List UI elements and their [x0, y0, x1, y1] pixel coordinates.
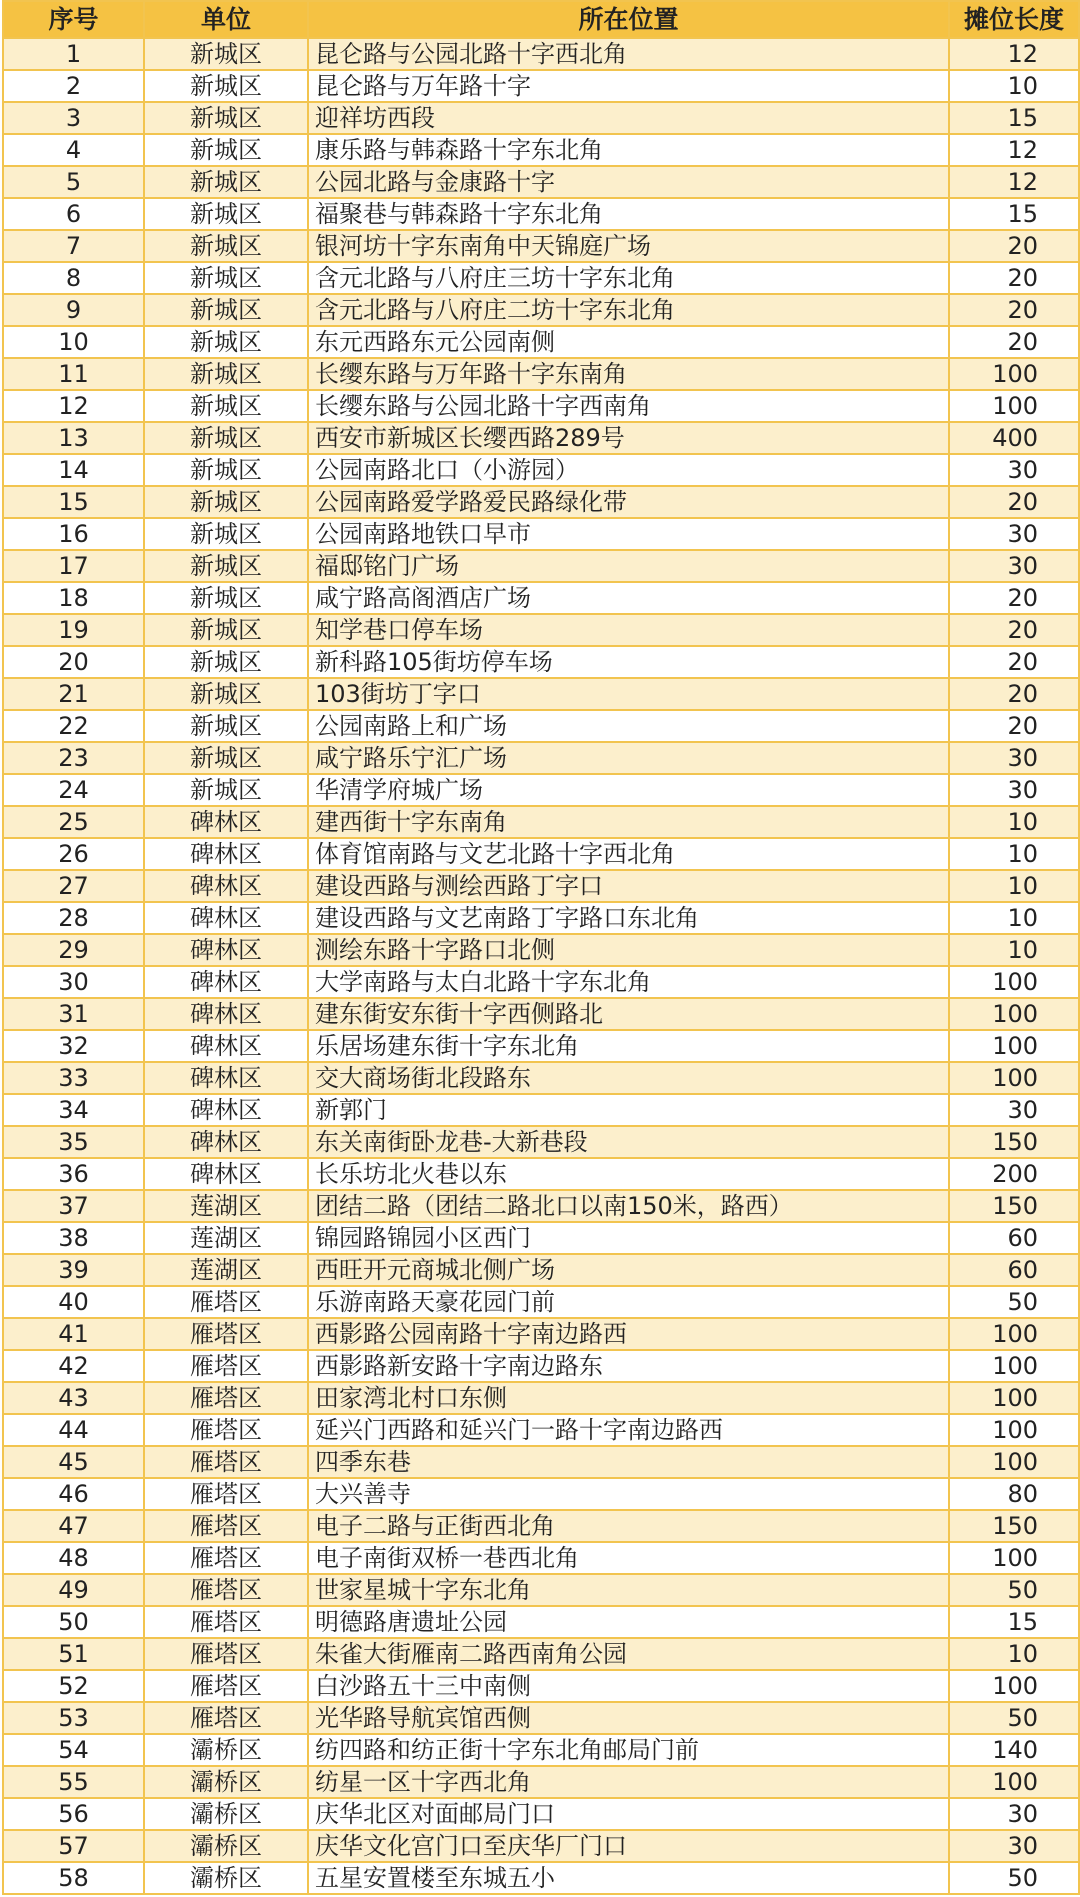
- cell-location: 新科路105街坊停车场: [308, 646, 949, 678]
- cell-unit: 新城区: [144, 166, 308, 198]
- cell-index: 11: [3, 358, 144, 390]
- cell-location: 公园南路爱学路爱民路绿化带: [308, 486, 949, 518]
- cell-length: 20: [949, 710, 1079, 742]
- cell-unit: 雁塔区: [144, 1670, 308, 1702]
- cell-length: 100: [949, 358, 1079, 390]
- cell-length: 100: [949, 1670, 1079, 1702]
- cell-location: 康乐路与韩森路十字东北角: [308, 134, 949, 166]
- cell-unit: 新城区: [144, 646, 308, 678]
- cell-unit: 碑林区: [144, 838, 308, 870]
- cell-unit: 新城区: [144, 454, 308, 486]
- cell-unit: 灞桥区: [144, 1798, 308, 1830]
- cell-index: 6: [3, 198, 144, 230]
- cell-unit: 碑林区: [144, 806, 308, 838]
- cell-location: 大兴善寺: [308, 1478, 949, 1510]
- cell-location: 福聚巷与韩森路十字东北角: [308, 198, 949, 230]
- cell-location: 团结二路（团结二路北口以南150米，路西）: [308, 1190, 949, 1222]
- table-row: [3, 678, 1079, 710]
- cell-unit: 莲湖区: [144, 1254, 308, 1286]
- cell-length: 10: [949, 1638, 1079, 1670]
- table-row: [3, 1478, 1079, 1510]
- cell-location: 西影路新安路十字南边路东: [308, 1350, 949, 1382]
- cell-length: 100: [949, 1350, 1079, 1382]
- cell-unit: 新城区: [144, 550, 308, 582]
- cell-location: 建东街安东街十字西侧路北: [308, 998, 949, 1030]
- table-row: [3, 1574, 1079, 1606]
- cell-index: 22: [3, 710, 144, 742]
- cell-location: 公园南路北口（小游园）: [308, 454, 949, 486]
- cell-location: 咸宁路高阁酒店广场: [308, 582, 949, 614]
- cell-unit: 新城区: [144, 518, 308, 550]
- cell-unit: 新城区: [144, 198, 308, 230]
- cell-index: 38: [3, 1222, 144, 1254]
- table-row: [3, 966, 1079, 998]
- cell-index: 52: [3, 1670, 144, 1702]
- cell-length: 150: [949, 1510, 1079, 1542]
- cell-index: 21: [3, 678, 144, 710]
- cell-index: 42: [3, 1350, 144, 1382]
- table-row: [3, 1542, 1079, 1574]
- table-row: [3, 1606, 1079, 1638]
- cell-unit: 新城区: [144, 38, 308, 70]
- cell-unit: 新城区: [144, 710, 308, 742]
- table-row: [3, 134, 1079, 166]
- cell-index: 36: [3, 1158, 144, 1190]
- table-row: [3, 582, 1079, 614]
- cell-index: 16: [3, 518, 144, 550]
- cell-unit: 新城区: [144, 614, 308, 646]
- cell-location: 朱雀大街雁南二路西南角公园: [308, 1638, 949, 1670]
- cell-location: 建西街十字东南角: [308, 806, 949, 838]
- cell-unit: 莲湖区: [144, 1222, 308, 1254]
- cell-unit: 新城区: [144, 742, 308, 774]
- cell-index: 17: [3, 550, 144, 582]
- table-row: [3, 1094, 1079, 1126]
- cell-location: 长缨东路与公园北路十字西南角: [308, 390, 949, 422]
- cell-location: 大学南路与太白北路十字东北角: [308, 966, 949, 998]
- cell-index: 1: [3, 38, 144, 70]
- cell-length: 20: [949, 582, 1079, 614]
- cell-index: 40: [3, 1286, 144, 1318]
- cell-length: 30: [949, 550, 1079, 582]
- cell-length: 50: [949, 1286, 1079, 1318]
- cell-location: 昆仑路与万年路十字: [308, 70, 949, 102]
- cell-length: 100: [949, 1030, 1079, 1062]
- cell-index: 25: [3, 806, 144, 838]
- cell-location: 电子二路与正街西北角: [308, 1510, 949, 1542]
- cell-length: 30: [949, 774, 1079, 806]
- table-row: [3, 934, 1079, 966]
- header-location: 所在位置: [308, 1, 949, 38]
- cell-unit: 灞桥区: [144, 1862, 308, 1894]
- table-row: [3, 1446, 1079, 1478]
- table-row: [3, 806, 1079, 838]
- cell-index: 14: [3, 454, 144, 486]
- cell-index: 50: [3, 1606, 144, 1638]
- table-row: [3, 1798, 1079, 1830]
- table-row: [3, 198, 1079, 230]
- cell-location: 103街坊丁字口: [308, 678, 949, 710]
- stall-location-table: [2, 0, 1080, 1895]
- cell-index: 49: [3, 1574, 144, 1606]
- table-row: [3, 230, 1079, 262]
- cell-index: 12: [3, 390, 144, 422]
- cell-index: 56: [3, 1798, 144, 1830]
- cell-unit: 碑林区: [144, 870, 308, 902]
- cell-length: 150: [949, 1190, 1079, 1222]
- table-row: [3, 422, 1079, 454]
- table-row: [3, 1190, 1079, 1222]
- cell-length: 15: [949, 198, 1079, 230]
- cell-length: 30: [949, 454, 1079, 486]
- cell-length: 50: [949, 1574, 1079, 1606]
- cell-location: 东元西路东元公园南侧: [308, 326, 949, 358]
- cell-index: 47: [3, 1510, 144, 1542]
- cell-location: 公园北路与金康路十字: [308, 166, 949, 198]
- table-row: [3, 454, 1079, 486]
- cell-index: 37: [3, 1190, 144, 1222]
- cell-unit: 碑林区: [144, 966, 308, 998]
- table-row: [3, 1126, 1079, 1158]
- cell-location: 银河坊十字东南角中天锦庭广场: [308, 230, 949, 262]
- cell-length: 100: [949, 1766, 1079, 1798]
- cell-unit: 雁塔区: [144, 1286, 308, 1318]
- cell-index: 24: [3, 774, 144, 806]
- table-row: [3, 1158, 1079, 1190]
- table-row: [3, 1414, 1079, 1446]
- table-row: [3, 614, 1079, 646]
- cell-index: 48: [3, 1542, 144, 1574]
- table-row: [3, 710, 1079, 742]
- table-row: [3, 1830, 1079, 1862]
- cell-location: 福邸铭门广场: [308, 550, 949, 582]
- cell-location: 长乐坊北火巷以东: [308, 1158, 949, 1190]
- cell-index: 13: [3, 422, 144, 454]
- cell-location: 白沙路五十三中南侧: [308, 1670, 949, 1702]
- cell-unit: 雁塔区: [144, 1638, 308, 1670]
- cell-length: 10: [949, 934, 1079, 966]
- cell-unit: 新城区: [144, 230, 308, 262]
- cell-location: 纺星一区十字西北角: [308, 1766, 949, 1798]
- cell-location: 含元北路与八府庄二坊十字东北角: [308, 294, 949, 326]
- cell-location: 东关南街卧龙巷-大新巷段: [308, 1126, 949, 1158]
- cell-index: 15: [3, 486, 144, 518]
- cell-index: 29: [3, 934, 144, 966]
- table-row: [3, 1702, 1079, 1734]
- cell-index: 33: [3, 1062, 144, 1094]
- table-row: [3, 774, 1079, 806]
- cell-unit: 雁塔区: [144, 1382, 308, 1414]
- cell-length: 30: [949, 1798, 1079, 1830]
- cell-location: 乐居场建东街十字东北角: [308, 1030, 949, 1062]
- cell-index: 19: [3, 614, 144, 646]
- cell-length: 100: [949, 1414, 1079, 1446]
- cell-length: 20: [949, 614, 1079, 646]
- cell-length: 100: [949, 1062, 1079, 1094]
- cell-unit: 新城区: [144, 294, 308, 326]
- cell-unit: 莲湖区: [144, 1190, 308, 1222]
- cell-index: 23: [3, 742, 144, 774]
- cell-location: 四季东巷: [308, 1446, 949, 1478]
- cell-length: 10: [949, 806, 1079, 838]
- table-row: [3, 902, 1079, 934]
- cell-index: 55: [3, 1766, 144, 1798]
- cell-index: 26: [3, 838, 144, 870]
- cell-index: 53: [3, 1702, 144, 1734]
- table-row: [3, 1222, 1079, 1254]
- table-row: [3, 838, 1079, 870]
- cell-index: 31: [3, 998, 144, 1030]
- cell-location: 西影路公园南路十字南边路西: [308, 1318, 949, 1350]
- cell-length: 80: [949, 1478, 1079, 1510]
- cell-unit: 碑林区: [144, 1094, 308, 1126]
- cell-length: 15: [949, 102, 1079, 134]
- cell-location: 乐游南路天豪花园门前: [308, 1286, 949, 1318]
- table-row: [3, 1286, 1079, 1318]
- cell-unit: 新城区: [144, 582, 308, 614]
- cell-index: 46: [3, 1478, 144, 1510]
- cell-location: 建设西路与文艺南路丁字路口东北角: [308, 902, 949, 934]
- cell-unit: 雁塔区: [144, 1478, 308, 1510]
- cell-location: 延兴门西路和延兴门一路十字南边路西: [308, 1414, 949, 1446]
- cell-unit: 灞桥区: [144, 1830, 308, 1862]
- cell-index: 45: [3, 1446, 144, 1478]
- cell-length: 60: [949, 1254, 1079, 1286]
- cell-length: 30: [949, 1830, 1079, 1862]
- cell-unit: 灞桥区: [144, 1766, 308, 1798]
- cell-unit: 碑林区: [144, 1030, 308, 1062]
- cell-unit: 新城区: [144, 358, 308, 390]
- cell-location: 五星安置楼至东城五小: [308, 1862, 949, 1894]
- cell-unit: 新城区: [144, 678, 308, 710]
- cell-length: 10: [949, 70, 1079, 102]
- cell-index: 3: [3, 102, 144, 134]
- cell-length: 200: [949, 1158, 1079, 1190]
- cell-unit: 雁塔区: [144, 1702, 308, 1734]
- cell-location: 庆华文化宫门口至庆华厂门口: [308, 1830, 949, 1862]
- cell-index: 58: [3, 1862, 144, 1894]
- cell-location: 公园南路地铁口早市: [308, 518, 949, 550]
- cell-index: 44: [3, 1414, 144, 1446]
- cell-location: 电子南街双桥一巷西北角: [308, 1542, 949, 1574]
- cell-index: 39: [3, 1254, 144, 1286]
- table-row: [3, 1638, 1079, 1670]
- cell-index: 8: [3, 262, 144, 294]
- table-row: [3, 390, 1079, 422]
- cell-length: 12: [949, 134, 1079, 166]
- cell-unit: 碑林区: [144, 998, 308, 1030]
- cell-location: 西安市新城区长缨西路289号: [308, 422, 949, 454]
- cell-length: 140: [949, 1734, 1079, 1766]
- cell-index: 10: [3, 326, 144, 358]
- table-row: [3, 102, 1079, 134]
- cell-location: 纺四路和纺正街十字东北角邮局门前: [308, 1734, 949, 1766]
- header-length: 摊位长度: [949, 1, 1079, 38]
- cell-unit: 碑林区: [144, 902, 308, 934]
- cell-location: 测绘东路十字路口北侧: [308, 934, 949, 966]
- table-row: [3, 550, 1079, 582]
- cell-index: 43: [3, 1382, 144, 1414]
- table-row: [3, 70, 1079, 102]
- cell-unit: 雁塔区: [144, 1414, 308, 1446]
- cell-length: 60: [949, 1222, 1079, 1254]
- cell-length: 100: [949, 1542, 1079, 1574]
- cell-index: 51: [3, 1638, 144, 1670]
- cell-location: 世家星城十字东北角: [308, 1574, 949, 1606]
- cell-location: 明德路唐遗址公园: [308, 1606, 949, 1638]
- cell-length: 20: [949, 486, 1079, 518]
- cell-location: 光华路导航宾馆西侧: [308, 1702, 949, 1734]
- table-row: [3, 1862, 1079, 1894]
- cell-index: 7: [3, 230, 144, 262]
- cell-index: 32: [3, 1030, 144, 1062]
- table-row: [3, 1734, 1079, 1766]
- cell-length: 100: [949, 966, 1079, 998]
- cell-length: 30: [949, 742, 1079, 774]
- table-row: [3, 742, 1079, 774]
- cell-index: 4: [3, 134, 144, 166]
- table-row: [3, 358, 1079, 390]
- cell-location: 田家湾北村口东侧: [308, 1382, 949, 1414]
- table-header-row: [3, 1, 1079, 38]
- table-row: [3, 1030, 1079, 1062]
- cell-unit: 雁塔区: [144, 1574, 308, 1606]
- cell-length: 50: [949, 1702, 1079, 1734]
- cell-unit: 雁塔区: [144, 1606, 308, 1638]
- cell-index: 30: [3, 966, 144, 998]
- cell-length: 50: [949, 1862, 1079, 1894]
- table-row: [3, 1382, 1079, 1414]
- cell-unit: 新城区: [144, 774, 308, 806]
- cell-length: 100: [949, 998, 1079, 1030]
- cell-length: 30: [949, 1094, 1079, 1126]
- cell-unit: 新城区: [144, 390, 308, 422]
- cell-location: 公园南路上和广场: [308, 710, 949, 742]
- cell-length: 20: [949, 230, 1079, 262]
- cell-unit: 雁塔区: [144, 1318, 308, 1350]
- cell-location: 咸宁路乐宁汇广场: [308, 742, 949, 774]
- table-row: [3, 294, 1079, 326]
- header-unit: 单位: [144, 1, 308, 38]
- cell-length: 100: [949, 1446, 1079, 1478]
- cell-location: 含元北路与八府庄三坊十字东北角: [308, 262, 949, 294]
- cell-location: 华清学府城广场: [308, 774, 949, 806]
- cell-length: 20: [949, 646, 1079, 678]
- cell-index: 34: [3, 1094, 144, 1126]
- cell-unit: 雁塔区: [144, 1510, 308, 1542]
- cell-location: 西旺开元商城北侧广场: [308, 1254, 949, 1286]
- cell-length: 10: [949, 838, 1079, 870]
- cell-length: 12: [949, 38, 1079, 70]
- cell-index: 28: [3, 902, 144, 934]
- table-row: [3, 870, 1079, 902]
- cell-index: 35: [3, 1126, 144, 1158]
- cell-unit: 新城区: [144, 326, 308, 358]
- cell-length: 10: [949, 902, 1079, 934]
- cell-location: 锦园路锦园小区西门: [308, 1222, 949, 1254]
- cell-unit: 碑林区: [144, 1126, 308, 1158]
- table-row: [3, 1510, 1079, 1542]
- table-row: [3, 1318, 1079, 1350]
- cell-index: 41: [3, 1318, 144, 1350]
- cell-location: 体育馆南路与文艺北路十字西北角: [308, 838, 949, 870]
- cell-length: 100: [949, 390, 1079, 422]
- cell-unit: 新城区: [144, 134, 308, 166]
- cell-index: 20: [3, 646, 144, 678]
- cell-length: 100: [949, 1382, 1079, 1414]
- cell-location: 新郭门: [308, 1094, 949, 1126]
- cell-index: 2: [3, 70, 144, 102]
- cell-length: 20: [949, 678, 1079, 710]
- table-row: [3, 998, 1079, 1030]
- cell-index: 9: [3, 294, 144, 326]
- cell-unit: 碑林区: [144, 1158, 308, 1190]
- cell-length: 30: [949, 518, 1079, 550]
- cell-length: 10: [949, 870, 1079, 902]
- cell-location: 昆仑路与公园北路十字西北角: [308, 38, 949, 70]
- cell-length: 20: [949, 262, 1079, 294]
- cell-unit: 新城区: [144, 486, 308, 518]
- cell-length: 15: [949, 1606, 1079, 1638]
- cell-length: 20: [949, 294, 1079, 326]
- cell-location: 交大商场街北段路东: [308, 1062, 949, 1094]
- table-row: [3, 1670, 1079, 1702]
- table-row: [3, 646, 1079, 678]
- cell-index: 54: [3, 1734, 144, 1766]
- cell-location: 庆华北区对面邮局门口: [308, 1798, 949, 1830]
- cell-length: 400: [949, 422, 1079, 454]
- cell-location: 迎祥坊西段: [308, 102, 949, 134]
- cell-unit: 新城区: [144, 262, 308, 294]
- cell-unit: 雁塔区: [144, 1446, 308, 1478]
- cell-unit: 碑林区: [144, 1062, 308, 1094]
- table-row: [3, 518, 1079, 550]
- cell-location: 长缨东路与万年路十字东南角: [308, 358, 949, 390]
- cell-length: 20: [949, 326, 1079, 358]
- cell-location: 建设西路与测绘西路丁字口: [308, 870, 949, 902]
- table-row: [3, 486, 1079, 518]
- cell-index: 18: [3, 582, 144, 614]
- cell-unit: 雁塔区: [144, 1350, 308, 1382]
- cell-unit: 新城区: [144, 70, 308, 102]
- cell-index: 57: [3, 1830, 144, 1862]
- cell-unit: 碑林区: [144, 934, 308, 966]
- cell-unit: 新城区: [144, 422, 308, 454]
- table-row: [3, 1350, 1079, 1382]
- cell-unit: 新城区: [144, 102, 308, 134]
- table-row: [3, 1062, 1079, 1094]
- table-row: [3, 326, 1079, 358]
- cell-unit: 雁塔区: [144, 1542, 308, 1574]
- cell-location: 知学巷口停车场: [308, 614, 949, 646]
- cell-length: 100: [949, 1318, 1079, 1350]
- table-row: [3, 1254, 1079, 1286]
- table-row: [3, 262, 1079, 294]
- header-index: 序号: [3, 1, 144, 38]
- cell-index: 5: [3, 166, 144, 198]
- cell-length: 12: [949, 166, 1079, 198]
- table-row: [3, 1766, 1079, 1798]
- cell-index: 27: [3, 870, 144, 902]
- table-row: [3, 38, 1079, 70]
- table-row: [3, 166, 1079, 198]
- cell-unit: 灞桥区: [144, 1734, 308, 1766]
- cell-length: 150: [949, 1126, 1079, 1158]
